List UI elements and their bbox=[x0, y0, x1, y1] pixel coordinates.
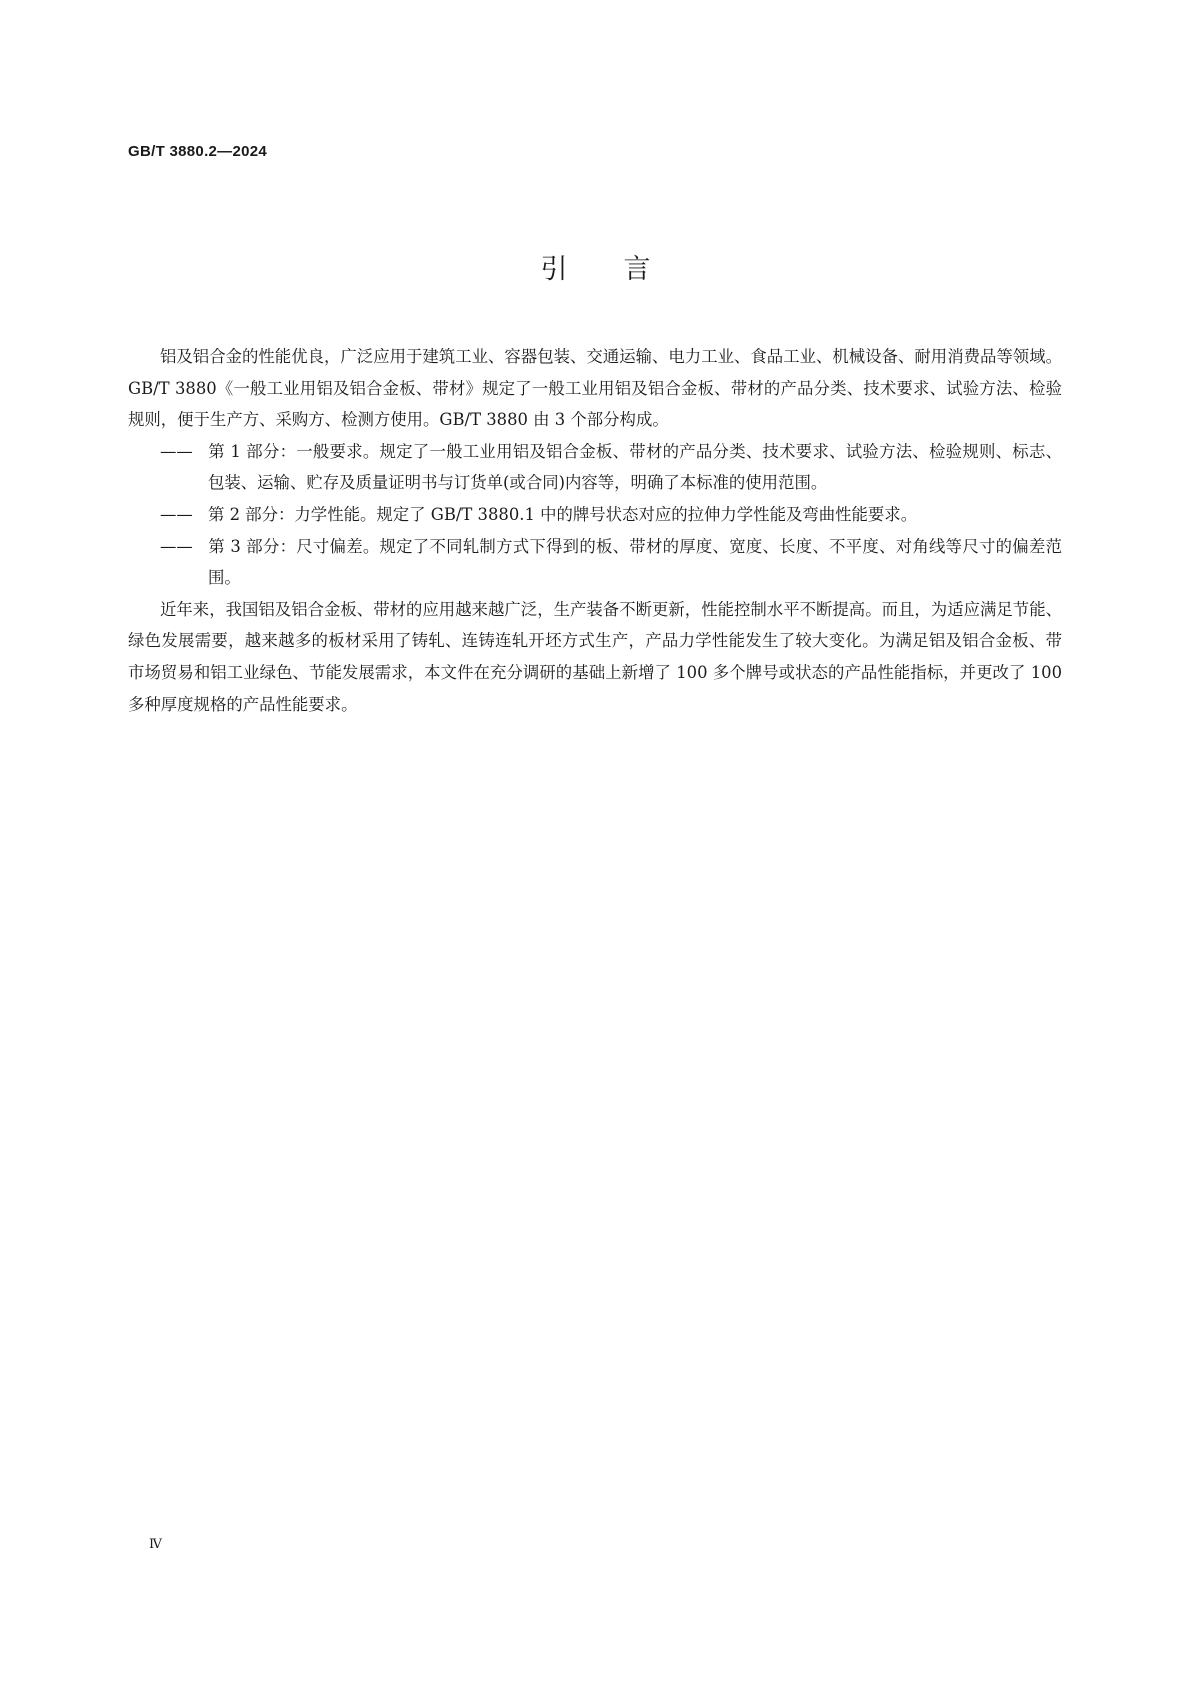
closing-paragraph: 近年来，我国铝及铝合金板、带材的应用越来越广泛，生产装备不断更新，性能控制水平不断提高。而且，为适应满足节能、绿色发展需要，越来越多的板材采用了铸轧、连铸连轧开坯方式生产，产品力学性能发生了较大变化。为满足铝及铝合金板、带市场贸易和铝工业绿色、节能发展需求，本文件在充分调研的基础上新增了 100 多个牌号或状态的产品性能指标，并更改了 100 多种厚度规格的产品性能要求。 bbox=[128, 599, 1062, 714]
part-2-text: 第 2 部分：力学性能。规定了 GB/T 3880.1 中的牌号状态对应的拉伸力学性能及弯曲性能要求。 bbox=[208, 504, 918, 524]
list-dash: —— bbox=[160, 504, 193, 524]
part-3-text: 第 3 部分：尺寸偏差。规定了不同轧制方式下得到的板、带材的厚度、宽度、长度、不平度、对角线等尺寸的偏差范围。 bbox=[208, 536, 1062, 588]
document-body bbox=[128, 341, 1062, 720]
part-1-text: 第 1 部分：一般要求。规定了一般工业用铝及铝合金板、带材的产品分类、技术要求、试验方法、检验规则、标志、包装、运输、贮存及质量证明书与订货单(或合同)内容等，明确了本标准的使用范围。 bbox=[208, 441, 1062, 493]
part-list-item-2 bbox=[128, 499, 1062, 531]
list-dash: —— bbox=[160, 441, 193, 461]
page-number: Ⅳ bbox=[149, 1537, 162, 1552]
part-list-item-1 bbox=[128, 436, 1062, 499]
part-list-item-3 bbox=[128, 531, 1062, 594]
intro-paragraph: 铝及铝合金的性能优良，广泛应用于建筑工业、容器包装、交通运输、电力工业、食品工业、机械设备、耐用消费品等领域。GB/T 3880《一般工业用铝及铝合金板、带材》规定了一般工业用铝及铝合金板、带材的产品分类、技术要求、试验方法、检验规则，便于生产方、采购方、检测方使用。GB/T 3880 由 3 个部分构成。 bbox=[128, 347, 1062, 430]
standard-code: GB/T 3880.2—2024 bbox=[128, 143, 268, 160]
page-title: 引言 bbox=[540, 254, 707, 285]
list-dash: —— bbox=[160, 536, 193, 556]
